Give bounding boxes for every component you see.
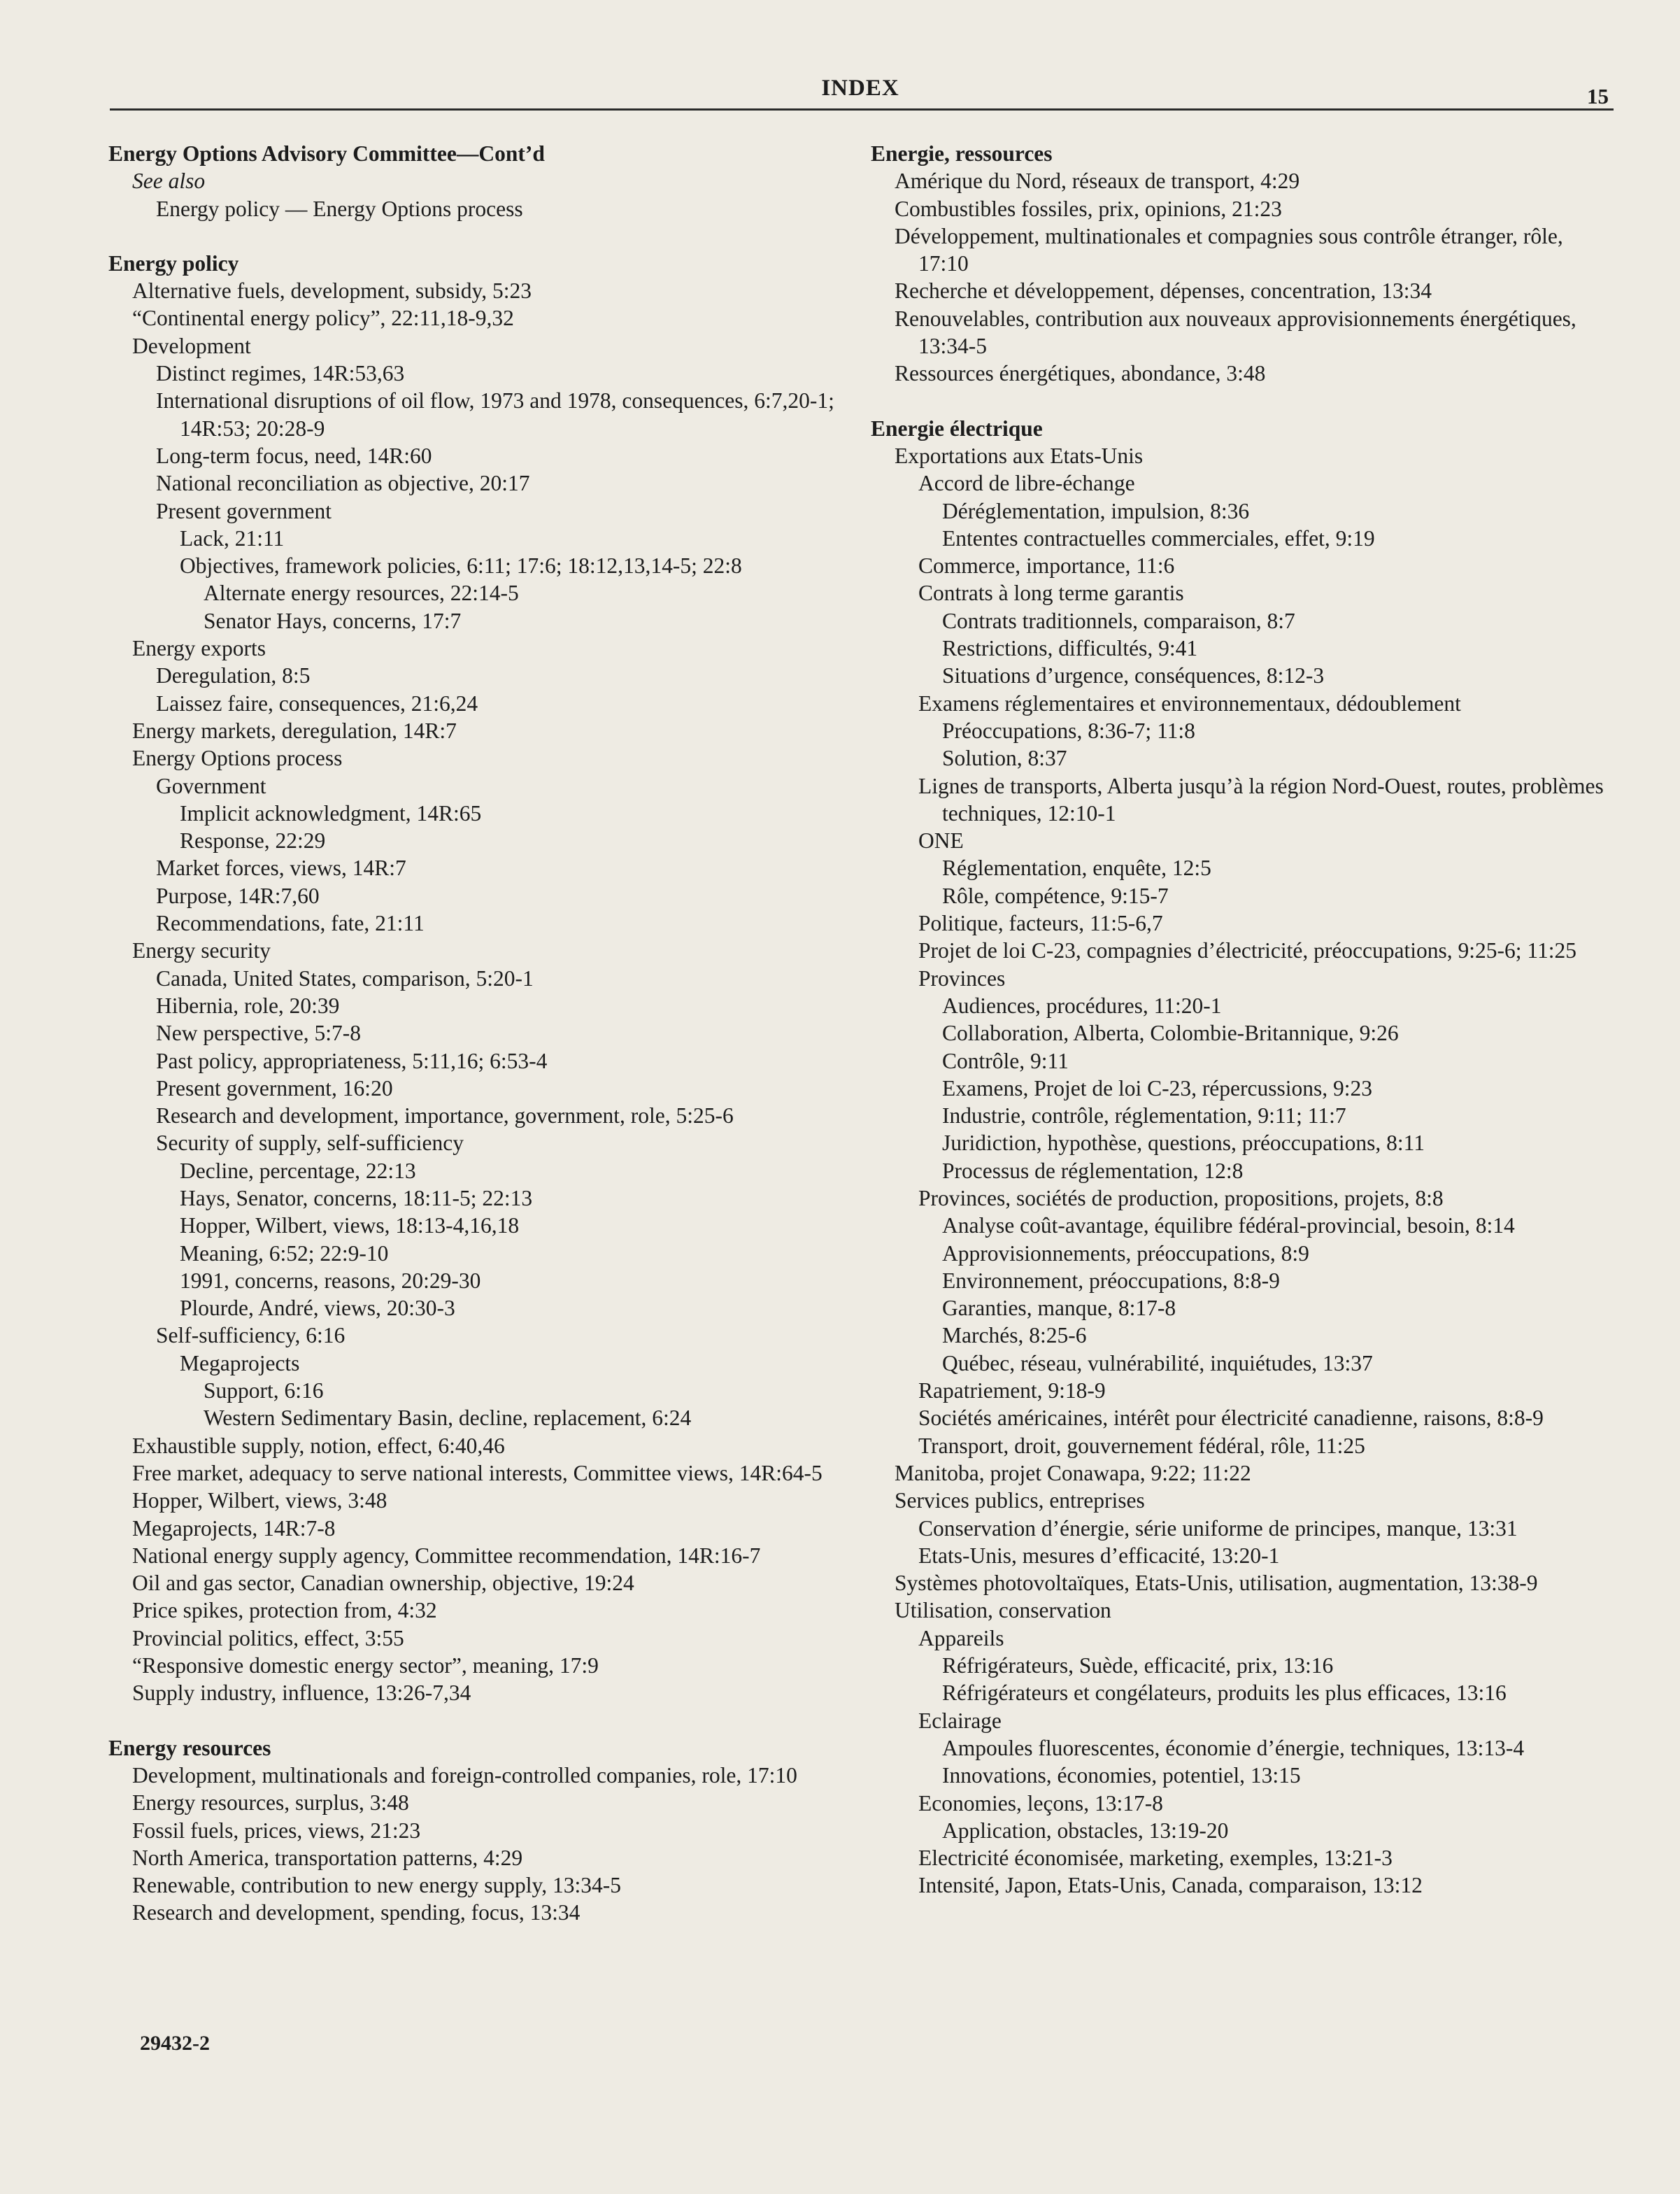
index-entry: Renewable, contribution to new energy supply, 13:34-5: [132, 1873, 621, 1898]
index-entry: Audiences, procédures, 11:20-1: [942, 993, 1222, 1018]
index-entry: Provincial politics, effect, 3:55: [132, 1625, 404, 1650]
index-entry: Energy markets, deregulation, 14R:7: [132, 718, 457, 743]
index-heading: Energy Options Advisory Committee—Cont’d: [108, 141, 545, 166]
index-entry: Réfrigérateurs et congélateurs, produits les plus efficaces, 13:16: [942, 1680, 1507, 1706]
index-entry: Intensité, Japon, Etats-Unis, Canada, comparaison, 13:12: [918, 1873, 1423, 1898]
index-entry: Government: [156, 773, 266, 798]
index-entry: Etats-Unis, mesures d’efficacité, 13:20-1: [918, 1543, 1280, 1568]
index-entry: Industrie, contrôle, réglementation, 9:11; 11:7: [942, 1103, 1346, 1128]
index-entry: Alternate energy resources, 22:14-5: [204, 581, 519, 606]
index-entry: Support, 6:16: [204, 1378, 324, 1403]
index-entry: Fossil fuels, prices, views, 21:23: [132, 1818, 421, 1843]
index-entry: Environnement, préoccupations, 8:8-9: [942, 1268, 1280, 1293]
index-entry: “Responsive domestic energy sector”, meaning, 17:9: [132, 1653, 599, 1678]
index-entry: Restrictions, difficultés, 9:41: [942, 636, 1198, 661]
index-entry: Recherche et développement, dépenses, concentration, 13:34: [895, 278, 1432, 304]
index-entry: Hays, Senator, concerns, 18:11-5; 22:13: [180, 1185, 533, 1210]
index-entry: Plourde, André, views, 20:30-3: [180, 1296, 455, 1321]
index-entry: Renouvelables, contribution aux nouveaux approvisionnements énergétiques, 13:34-5: [895, 306, 1576, 359]
index-entry: Meaning, 6:52; 22:9-10: [180, 1240, 389, 1266]
index-entry: Energy resources, surplus, 3:48: [132, 1790, 409, 1816]
right-index-column: [871, 140, 1609, 1899]
index-entry: Juridiction, hypothèse, questions, préoccupations, 8:11: [942, 1131, 1425, 1156]
index-entry: Development, multinationals and foreign-controlled companies, role, 17:10: [132, 1762, 797, 1788]
index-entry: Implicit acknowledgment, 14R:65: [180, 800, 482, 826]
index-entry: Analyse coût-avantage, équilibre fédéral-provincial, besoin, 8:14: [942, 1213, 1515, 1238]
index-entry: Collaboration, Alberta, Colombie-Britannique, 9:26: [942, 1021, 1399, 1046]
index-entry: Services publics, entreprises: [895, 1488, 1145, 1513]
index-entry: Hibernia, role, 20:39: [156, 993, 340, 1018]
index-heading: Energie électrique: [871, 416, 1043, 441]
index-entry: Examens réglementaires et environnementaux, dédoublement: [918, 691, 1461, 716]
index-entry: Market forces, views, 14R:7: [156, 856, 406, 881]
index-entry: Contrats traditionnels, comparaison, 8:7: [942, 608, 1295, 633]
index-entry: Decline, percentage, 22:13: [180, 1158, 416, 1183]
index-entry: Projet de loi C-23, compagnies d’électricité, préoccupations, 9:25-6; 11:25: [918, 938, 1576, 963]
index-entry: Alternative fuels, development, subsidy, 5:23: [132, 278, 532, 304]
see-also-label: See also: [132, 169, 206, 194]
index-entry: Canada, United States, comparison, 5:20-1: [156, 965, 534, 991]
index-entry: Rapatriement, 9:18-9: [918, 1378, 1106, 1403]
index-entry: Energy Options process: [132, 746, 343, 771]
index-entry: Exportations aux Etats-Unis: [895, 443, 1144, 468]
index-entry: Appareils: [918, 1625, 1004, 1650]
index-entry: Manitoba, projet Conawapa, 9:22; 11:22: [895, 1460, 1251, 1485]
index-entry: Commerce, importance, 11:6: [918, 553, 1175, 579]
index-entry: Préoccupations, 8:36-7; 11:8: [942, 718, 1195, 743]
index-entry: International disruptions of oil flow, 1973 and 1978, consequences, 6:7,20-1; 14R:53; 20:28-9: [156, 388, 834, 441]
index-entry: Economies, leçons, 13:17-8: [918, 1790, 1163, 1816]
index-entry: Combustibles fossiles, prix, opinions, 21:23: [895, 196, 1282, 221]
index-entry: Transport, droit, gouvernement fédéral, rôle, 11:25: [918, 1433, 1365, 1458]
index-entry: ONE: [918, 828, 964, 854]
index-entry: National reconciliation as objective, 20:17: [156, 471, 530, 496]
entry-spacer: [108, 222, 843, 250]
index-entry: Développement, multinationales et compagnies sous contrôle étranger, rôle, 17:10: [895, 223, 1563, 276]
index-entry: Provinces: [918, 965, 1006, 991]
index-entry: Exhaustible supply, notion, effect, 6:40,46: [132, 1433, 505, 1458]
index-entry: Politique, facteurs, 11:5-6,7: [918, 911, 1163, 936]
index-entry: Megaprojects: [180, 1350, 300, 1375]
index-entry: Present government, 16:20: [156, 1075, 393, 1100]
index-entry: “Continental energy policy”, 22:11,18-9,32: [132, 306, 514, 331]
index-entry: Déréglementation, impulsion, 8:36: [942, 498, 1250, 523]
entry-spacer: [871, 388, 1609, 415]
index-entry: Application, obstacles, 13:19-20: [942, 1818, 1229, 1843]
index-entry: Deregulation, 8:5: [156, 663, 311, 688]
index-entry: Lignes de transports, Alberta jusqu’à la région Nord-Ouest, routes, problèmes techniques, 12:10-1: [918, 773, 1604, 826]
index-entry: Senator Hays, concerns, 17:7: [204, 608, 462, 633]
index-entry: Research and development, spending, focus, 13:34: [132, 1900, 581, 1925]
index-entry: Supply industry, influence, 13:26-7,34: [132, 1680, 471, 1706]
index-entry: Laissez faire, consequences, 21:6,24: [156, 691, 478, 716]
left-index-column: [108, 140, 843, 1927]
index-entry: Processus de réglementation, 12:8: [942, 1158, 1244, 1183]
index-heading: Energie, ressources: [871, 141, 1053, 166]
index-entry: Energy policy — Energy Options process: [156, 196, 523, 221]
index-entry: Development: [132, 333, 251, 358]
page-number: 15: [1587, 84, 1609, 108]
page-title: INDEX: [821, 76, 899, 101]
index-entry: Security of supply, self-sufficiency: [156, 1131, 464, 1156]
header-rule: [110, 108, 1614, 111]
index-entry: Rôle, compétence, 9:15-7: [942, 883, 1169, 908]
index-entry: Hopper, Wilbert, views, 3:48: [132, 1488, 387, 1513]
index-entry: Free market, adequacy to serve national interests, Committee views, 14R:64-5: [132, 1460, 823, 1485]
index-entry: Price spikes, protection from, 4:32: [132, 1598, 437, 1623]
index-entry: Response, 22:29: [180, 828, 326, 854]
index-entry: Ressources énergétiques, abondance, 3:48: [895, 361, 1266, 386]
index-entry: New perspective, 5:7-8: [156, 1021, 362, 1046]
index-entry: Eclairage: [918, 1708, 1002, 1733]
index-entry: Utilisation, conservation: [895, 1598, 1111, 1623]
index-entry: Present government: [156, 498, 332, 523]
index-entry: Long-term focus, need, 14R:60: [156, 443, 432, 468]
index-entry: Amérique du Nord, réseaux de transport, 4:29: [895, 169, 1300, 194]
index-entry: Sociétés américaines, intérêt pour électricité canadienne, raisons, 8:8-9: [918, 1406, 1544, 1431]
index-entry: 1991, concerns, reasons, 20:29-30: [180, 1268, 481, 1293]
index-entry: Recommendations, fate, 21:11: [156, 911, 425, 936]
index-entry: Past policy, appropriateness, 5:11,16; 6:53-4: [156, 1048, 548, 1073]
index-entry: Purpose, 14R:7,60: [156, 883, 320, 908]
index-entry: Marchés, 8:25-6: [942, 1323, 1087, 1348]
index-entry: Western Sedimentary Basin, decline, replacement, 6:24: [204, 1406, 692, 1431]
index-entry: Electricité économisée, marketing, exemples, 13:21-3: [918, 1846, 1393, 1871]
index-heading: Energy resources: [108, 1735, 271, 1760]
index-entry: Energy exports: [132, 636, 266, 661]
entry-spacer: [108, 1707, 843, 1734]
index-entry: Garanties, manque, 8:17-8: [942, 1296, 1176, 1321]
index-entry: Research and development, importance, government, role, 5:25-6: [156, 1103, 734, 1128]
index-entry: Systèmes photovoltaïques, Etats-Unis, utilisation, augmentation, 13:38-9: [895, 1571, 1538, 1596]
footer-code: 29432-2: [140, 2032, 210, 2055]
index-entry: Megaprojects, 14R:7-8: [132, 1515, 336, 1541]
index-entry: Self-sufficiency, 6:16: [156, 1323, 346, 1348]
index-entry: Ampoules fluorescentes, économie d’énergie, techniques, 13:13-4: [942, 1735, 1525, 1760]
index-entry: Contrats à long terme garantis: [918, 581, 1184, 606]
index-entry: Approvisionnements, préoccupations, 8:9: [942, 1240, 1309, 1266]
index-entry: Réfrigérateurs, Suède, efficacité, prix, 13:16: [942, 1653, 1334, 1678]
index-entry: Innovations, économies, potentiel, 13:15: [942, 1763, 1301, 1788]
index-entry: Lack, 21:11: [180, 525, 285, 551]
index-entry: Contrôle, 9:11: [942, 1048, 1069, 1073]
index-entry: Distinct regimes, 14R:53,63: [156, 361, 405, 386]
index-entry: Provinces, sociétés de production, propositions, projets, 8:8: [918, 1185, 1444, 1210]
index-entry: Québec, réseau, vulnérabilité, inquiétudes, 13:37: [942, 1350, 1373, 1375]
index-entry: Ententes contractuelles commerciales, effet, 9:19: [942, 525, 1375, 551]
index-entry: Energy security: [132, 938, 271, 963]
index-entry: North America, transportation patterns, 4:29: [132, 1845, 523, 1870]
index-entry: Accord de libre-échange: [918, 471, 1135, 496]
index-entry: Objectives, framework policies, 6:11; 17:6; 18:12,13,14-5; 22:8: [180, 553, 742, 579]
index-entry: Hopper, Wilbert, views, 18:13-4,16,18: [180, 1213, 520, 1238]
index-entry: Oil and gas sector, Canadian ownership, objective, 19:24: [132, 1571, 634, 1596]
index-entry: Conservation d’énergie, série uniforme de principes, manque, 13:31: [918, 1515, 1518, 1541]
index-heading: Energy policy: [108, 250, 239, 276]
index-entry: Réglementation, enquête, 12:5: [942, 856, 1211, 881]
index-entry: Solution, 8:37: [942, 746, 1067, 771]
index-entry: National energy supply agency, Committee recommendation, 14R:16-7: [132, 1543, 761, 1568]
index-entry: Examens, Projet de loi C-23, répercussions, 9:23: [942, 1075, 1373, 1100]
index-entry: Situations d’urgence, conséquences, 8:12-3: [942, 663, 1325, 688]
